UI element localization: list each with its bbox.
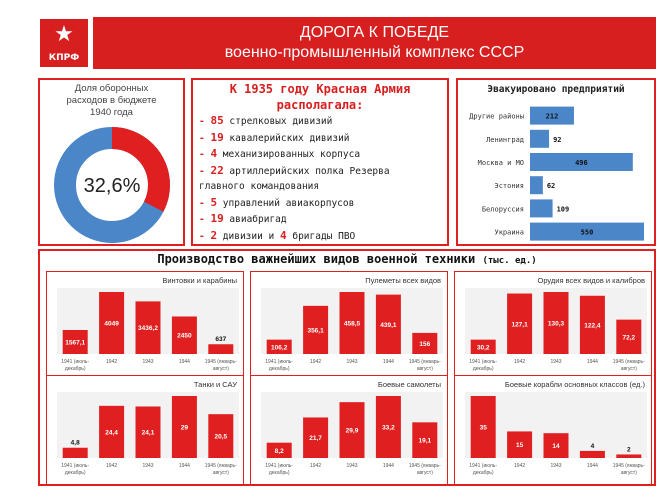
logo-abbr: КПРФ (48, 53, 80, 63)
mini-chart-title: Пулеметы всех видов (365, 276, 441, 285)
production-category-label (587, 463, 598, 469)
production-value-label: 439,1 (380, 321, 397, 329)
fact-text: бригады ПВО (286, 230, 356, 242)
mini-chart-rifles (46, 271, 244, 381)
budget-share-panel (38, 78, 185, 246)
production-title-text: Производство важнейших видов военной техники (157, 252, 476, 266)
category-label-line: декабрь) (268, 366, 290, 372)
category-label-line: 1943 (142, 463, 154, 469)
fact-number: 85 (210, 114, 224, 127)
evac-category-label: Эстония (494, 182, 524, 191)
fact-text: кавалерийских дивизий (223, 132, 350, 144)
fact-item: - 22 артиллерийских полка Резерва (199, 163, 390, 177)
fact-text: артиллерийских полка Резерва (223, 165, 390, 177)
production-category-label (383, 463, 394, 469)
category-label-line: август) (620, 470, 637, 476)
facts-headline-line: К 1935 году Красная Армия (229, 82, 411, 96)
production-value-label: 20,5 (214, 433, 228, 441)
production-value-label: 4 (590, 442, 595, 450)
evac-category-label: Москва и МО (477, 159, 524, 167)
category-label-line: 1942 (514, 463, 526, 469)
mini-chart-title: Танки и САУ (193, 380, 237, 389)
category-label-line: август) (212, 470, 229, 476)
mini-chart-warships (454, 375, 652, 485)
evac-category-label: Украина (494, 228, 524, 237)
production-category-label (142, 463, 153, 469)
production-category-label (346, 359, 357, 365)
fact-text: механизированных корпуса (217, 149, 361, 160)
fact-text: авиабригад (223, 214, 287, 225)
production-bar (63, 448, 88, 458)
production-category-label (550, 463, 561, 469)
category-label-line: 1945 (январь- (204, 463, 237, 469)
evac-value-label: 109 (556, 205, 570, 214)
production-category-label (106, 463, 117, 469)
production-category-label (142, 359, 153, 365)
fact-text: дивизии и (217, 230, 280, 242)
budget-title-line: 1940 года (90, 107, 133, 118)
facts-headline (193, 80, 447, 113)
category-label-line: 1941 (июль- (469, 463, 498, 469)
production-category-label (179, 463, 190, 469)
production-category-label (265, 359, 293, 372)
fact-number: 19 (210, 212, 224, 225)
production-value-label: 29 (180, 424, 189, 432)
production-category-label (587, 359, 598, 365)
category-label-line: 1944 (382, 359, 394, 365)
production-value-label: 4,8 (70, 439, 80, 447)
fact-item: - 4 механизированных корпуса (199, 147, 361, 160)
production-value-label: 127,1 (511, 321, 528, 329)
production-category-label (346, 463, 357, 469)
page-title: ДОРОГА К ПОБЕДЕ (299, 24, 450, 41)
category-label-line: 1944 (178, 463, 190, 469)
rifles-bar-chart (47, 272, 245, 382)
production-value-label: 356,1 (307, 327, 324, 335)
category-label-line: 1942 (106, 359, 118, 365)
mini-chart-aircraft (250, 375, 448, 485)
category-label-line: 1943 (346, 359, 358, 365)
fact-item: - 19 кавалерийских дивизий (199, 130, 350, 144)
evac-category-label: Другие районы (469, 112, 524, 121)
category-label-line: 1941 (июль- (469, 359, 498, 365)
category-label-line: декабрь) (64, 366, 86, 372)
category-label-line: август) (620, 366, 637, 372)
header-banner (93, 17, 656, 69)
fact-number: 4 (280, 228, 287, 242)
production-value-label: 24,1 (141, 429, 155, 437)
production-value-label: 3436,2 (138, 325, 158, 333)
production-unit: (тыс. ед.) (482, 256, 537, 266)
production-category-label (550, 359, 561, 365)
production-value-label: 19,1 (418, 437, 432, 445)
category-label-line: август) (416, 366, 433, 372)
production-category-label (106, 359, 117, 365)
production-value-label: 4049 (104, 320, 119, 328)
production-category-label (61, 359, 89, 372)
production-value-label: 24,4 (105, 429, 118, 437)
production-category-label (613, 463, 645, 476)
category-label-line: 1945 (январь- (408, 463, 441, 469)
fact-item: - 5 управлений авиакорпусов (199, 195, 355, 209)
production-category-label (61, 463, 89, 476)
category-label-line: 1942 (310, 359, 322, 365)
category-label-line: 1944 (586, 359, 598, 365)
production-category-label (613, 359, 645, 372)
fact-number: 4 (210, 147, 218, 160)
evac-bar (530, 130, 549, 148)
category-label-line: 1942 (106, 463, 118, 469)
category-label-line: 1941 (июль- (61, 359, 90, 365)
production-value-label: 33,2 (382, 424, 395, 432)
fact-number: 2 (210, 228, 218, 242)
production-category-label (310, 463, 321, 469)
production-bar (208, 344, 233, 354)
category-label-line: 1942 (310, 463, 322, 469)
evac-category-label: Белоруссия (481, 205, 524, 214)
category-label-line: декабрь) (268, 470, 290, 476)
page-subtitle: военно-промышленный комплекс СССР (224, 44, 525, 61)
category-label-line: декабрь) (64, 470, 86, 476)
production-bar (616, 454, 641, 458)
category-label-line: 1945 (январь- (612, 463, 645, 469)
production-category-label (383, 359, 394, 365)
category-label-line: 1944 (382, 463, 394, 469)
production-value-label: 30,2 (476, 344, 490, 352)
production-value-label: 8,2 (274, 447, 284, 455)
mini-chart-machine-guns (250, 271, 448, 381)
evac-value-label: 496 (575, 159, 588, 167)
category-label-line: 1944 (178, 359, 190, 365)
kprf-logo (38, 17, 90, 69)
tanks-bar-chart (47, 376, 245, 486)
production-value-label: 156 (419, 340, 431, 348)
production-category-label (514, 463, 525, 469)
mini-chart-title: Боевые самолеты (377, 380, 441, 389)
category-label-line: 1943 (142, 359, 154, 365)
evacuation-chart-title: Эвакуировано предприятий (487, 84, 625, 95)
production-value-label: 2 (626, 446, 631, 454)
production-value-label: 637 (215, 336, 227, 344)
aircraft-bar-chart (251, 376, 449, 486)
production-value-label: 21,7 (309, 435, 322, 443)
category-label-line: 1945 (январь- (204, 359, 237, 365)
evac-bar (530, 176, 543, 194)
budget-donut-chart (51, 124, 173, 246)
production-value-label: 1567,1 (65, 339, 86, 347)
fact-item-continued (193, 179, 447, 195)
production-category-label (469, 463, 497, 476)
fact-number: 19 (210, 130, 224, 144)
fact-number: 22 (210, 163, 224, 177)
production-category-label (205, 463, 237, 476)
facts-headline-line: располагала: (276, 98, 364, 112)
production-value-label: 2450 (177, 332, 192, 340)
evac-value-label: 92 (553, 135, 562, 144)
category-label-line: август) (212, 366, 229, 372)
production-value-label: 29,9 (345, 427, 359, 435)
production-value-label: 458,5 (343, 320, 361, 328)
production-panel (38, 249, 656, 486)
production-value-label: 14 (552, 443, 560, 451)
production-category-label (409, 359, 441, 372)
category-label-line: 1942 (514, 359, 526, 365)
evac-value-label: 550 (580, 228, 594, 237)
star-hammer-sickle-icon: ★ (54, 22, 74, 47)
fact-text: управлений авиакорпусов (217, 197, 355, 209)
facts-list (193, 113, 447, 244)
category-label-line: 1941 (июль- (265, 463, 294, 469)
mini-chart-title: Орудия всех видов и калибров (537, 276, 645, 285)
production-value-label: 35 (479, 424, 487, 432)
category-label-line: 1944 (586, 463, 598, 469)
category-label-line: 1945 (январь- (408, 359, 441, 365)
production-category-label (205, 359, 237, 372)
evac-value-label: 62 (546, 182, 556, 191)
category-label-line: 1941 (июль- (265, 359, 294, 365)
category-label-line: 1945 (январь- (612, 359, 645, 365)
category-label-line: декабрь) (472, 470, 494, 476)
evac-category-label: Ленинград (486, 135, 524, 144)
evac-bar (530, 199, 553, 217)
production-bar (580, 451, 605, 458)
production-value-label: 72,2 (622, 334, 636, 342)
category-label-line: 1943 (550, 359, 562, 365)
production-category-label (409, 463, 441, 476)
production-title (40, 252, 654, 266)
mini-chart-title: Боевые корабли основных классов (ед.) (504, 380, 645, 389)
mini-chart-tanks (46, 375, 244, 485)
production-value-label: 122,4 (584, 322, 601, 330)
artillery-bar-chart (455, 272, 653, 382)
fact-item: - 2 дивизии и 4 бригады ПВО (199, 228, 356, 242)
mini-chart-title: Винтовки и карабины (162, 276, 237, 285)
category-label-line: август) (416, 470, 433, 476)
mini-chart-artillery (454, 271, 652, 381)
machine-guns-bar-chart (251, 272, 449, 382)
production-value-label: 15 (515, 442, 524, 450)
evacuation-chart-panel (456, 78, 656, 246)
fact-text: главного командования (199, 181, 320, 192)
army-facts-panel (191, 78, 449, 246)
production-category-label (179, 359, 190, 365)
production-category-label (514, 359, 525, 365)
production-value-label: 106,2 (271, 344, 288, 352)
category-label-line: 1943 (550, 463, 562, 469)
production-category-label (265, 463, 293, 476)
warships-bar-chart (455, 376, 653, 486)
budget-title-line: расходов в бюджете (66, 95, 157, 106)
fact-text: стрелковых дивизий (223, 116, 333, 127)
category-label-line: 1943 (346, 463, 358, 469)
budget-share-value: 32,6% (83, 175, 141, 197)
production-value-label: 130,3 (547, 320, 565, 328)
fact-item: - 85 стрелковых дивизий (199, 114, 333, 127)
budget-share-title (40, 83, 183, 119)
category-label-line: 1941 (июль- (61, 463, 90, 469)
fact-item: - 19 авиабригад (199, 212, 287, 225)
production-category-label (469, 359, 497, 372)
budget-title-line: Доля оборонных (74, 83, 149, 94)
category-label-line: декабрь) (472, 366, 494, 372)
evacuation-bar-chart (458, 80, 654, 244)
evac-value-label: 212 (545, 112, 559, 121)
production-category-label (310, 359, 321, 365)
fact-number: 5 (210, 195, 218, 209)
